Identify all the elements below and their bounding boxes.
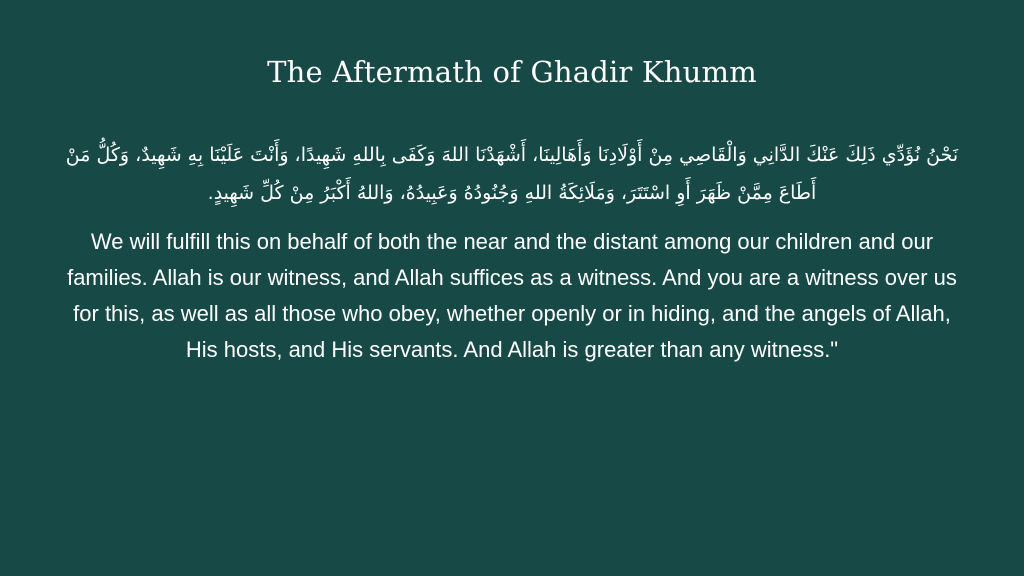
english-translation: We will fulfill this on behalf of both the near and the distant among our children and our families. Allah is our witness, and Allah suffices as a witness. And you are a witness over us for this, as well as all those who obey, whether openly or in hiding, and the angels of Allah, His hosts, and His servants. And Allah is greater than any witness." <box>67 229 957 362</box>
arabic-quote: نَحْنُ نُؤَدِّي ذَلِكَ عَنْكَ الدَّانِي وَالْقَاصِي مِنْ أَوْلَادِنَا وَأَهَالِينَا، أَشْهَدْنَا اللهَ وَكَفَى بِاللهِ شَهِيدًا، وَأَنْتَ عَلَيْنَا بِهِ شَهِيدٌ، وَكُلُّ مَنْ أَطَاعَ مِمَّنْ ظَهَرَ أَوِ اسْتَتَرَ، وَمَلَائِكَةُ اللهِ وَجُنُودُهُ وَعَبِيدُهُ، وَاللهُ أَكْبَرُ مِنْ كُلِّ شَهِيدٍ. <box>65 144 959 204</box>
slide-title: The Aftermath of Ghadir Khumm <box>267 55 757 89</box>
